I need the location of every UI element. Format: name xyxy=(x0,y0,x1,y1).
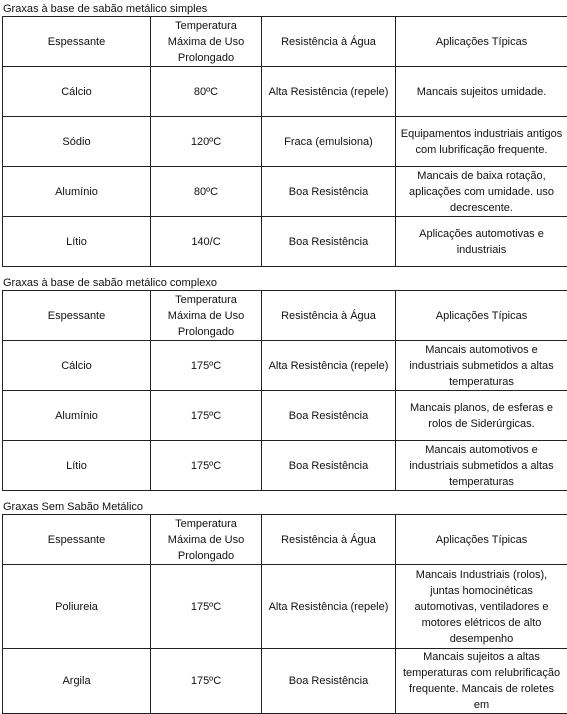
table-cell: 175ºC xyxy=(151,391,262,441)
table-cell: Mancais sujeitos a altas temperaturas com relubrificação frequente. Mancais de roletes em xyxy=(396,649,567,714)
table-cell: Boa Resistência xyxy=(262,167,396,217)
table-cell: Boa Resistência xyxy=(262,441,396,491)
table-cell: Fraca (emulsiona) xyxy=(262,117,396,167)
header-row xyxy=(3,515,567,565)
table-cell: Cálcio xyxy=(3,67,151,117)
table-cell: Boa Resistência xyxy=(262,391,396,441)
table-row xyxy=(3,441,567,491)
table-cell: Alta Resistência (repele) xyxy=(262,565,396,649)
table-cell: Argila xyxy=(3,649,151,714)
table-cell: 175ºC xyxy=(151,441,262,491)
section-title: Graxas à base de sabão metálico complexo xyxy=(2,276,567,290)
table-cell: Aplicações automotivas e industriais xyxy=(396,217,567,267)
table-cell: Sódio xyxy=(3,117,151,167)
table-cell: Alta Resistência (repele) xyxy=(262,67,396,117)
grease-table xyxy=(2,290,567,491)
header-row xyxy=(3,17,567,67)
header-cell: Temperatura Máxima de Uso Prolongado xyxy=(151,17,262,67)
header-cell: Espessante xyxy=(3,291,151,341)
table-cell: Mancais automotivos e industriais submetidos a altas temperaturas xyxy=(396,441,567,491)
table-cell: Alumínio xyxy=(3,167,151,217)
header-cell: Aplicações Típicas xyxy=(396,291,567,341)
section-title: Graxas à base de sabão metálico simples xyxy=(2,2,567,16)
table-row xyxy=(3,167,567,217)
header-cell: Aplicações Típicas xyxy=(396,17,567,67)
table-cell: Lítio xyxy=(3,441,151,491)
grease-table xyxy=(2,514,567,714)
table-cell: Boa Resistência xyxy=(262,649,396,714)
table-cell: 120ºC xyxy=(151,117,262,167)
section-complex xyxy=(2,276,567,491)
table-cell: Alumínio xyxy=(3,391,151,441)
table-row xyxy=(3,565,567,649)
table-cell: Alta Resistência (repele) xyxy=(262,341,396,391)
table-cell: Mancais planos, de esferas e rolos de Siderúrgicas. xyxy=(396,391,567,441)
table-cell: Mancais de baixa rotação, aplicações com umidade. uso decrescente. xyxy=(396,167,567,217)
table-cell: Cálcio xyxy=(3,341,151,391)
header-cell: Temperatura Máxima de Uso Prolongado xyxy=(151,291,262,341)
section-no-soap xyxy=(2,500,567,714)
table-row xyxy=(3,341,567,391)
header-cell: Resistência à Água xyxy=(262,515,396,565)
table-row xyxy=(3,117,567,167)
header-cell: Resistência à Água xyxy=(262,291,396,341)
section-title: Graxas Sem Sabão Metálico xyxy=(2,500,567,514)
header-cell: Temperatura Máxima de Uso Prolongado xyxy=(151,515,262,565)
table-cell: Equipamentos industriais antigos com lubrificação frequente. xyxy=(396,117,567,167)
table-cell: Mancais sujeitos umidade. xyxy=(396,67,567,117)
table-cell: 140/C xyxy=(151,217,262,267)
table-cell: Mancais automotivos e industriais submetidos a altas temperaturas xyxy=(396,341,567,391)
table-cell: 175ºC xyxy=(151,649,262,714)
header-cell: Resistência à Água xyxy=(262,17,396,67)
table-cell: Boa Resistência xyxy=(262,217,396,267)
section-simple xyxy=(2,2,567,267)
table-cell: 175ºC xyxy=(151,565,262,649)
table-cell: Poliureia xyxy=(3,565,151,649)
header-row xyxy=(3,291,567,341)
table-cell: 80ºC xyxy=(151,167,262,217)
table-cell: Mancais Industriais (rolos), juntas homocinéticas automotivas, ventiladores e motores elétricos de alto desempenho xyxy=(396,565,567,649)
header-cell: Aplicações Típicas xyxy=(396,515,567,565)
grease-table xyxy=(2,16,567,267)
table-row xyxy=(3,67,567,117)
table-cell: 175ºC xyxy=(151,341,262,391)
header-cell: Espessante xyxy=(3,17,151,67)
table-row xyxy=(3,217,567,267)
table-cell: 80ºC xyxy=(151,67,262,117)
header-cell: Espessante xyxy=(3,515,151,565)
table-cell: Lítio xyxy=(3,217,151,267)
table-row xyxy=(3,391,567,441)
table-row xyxy=(3,649,567,714)
